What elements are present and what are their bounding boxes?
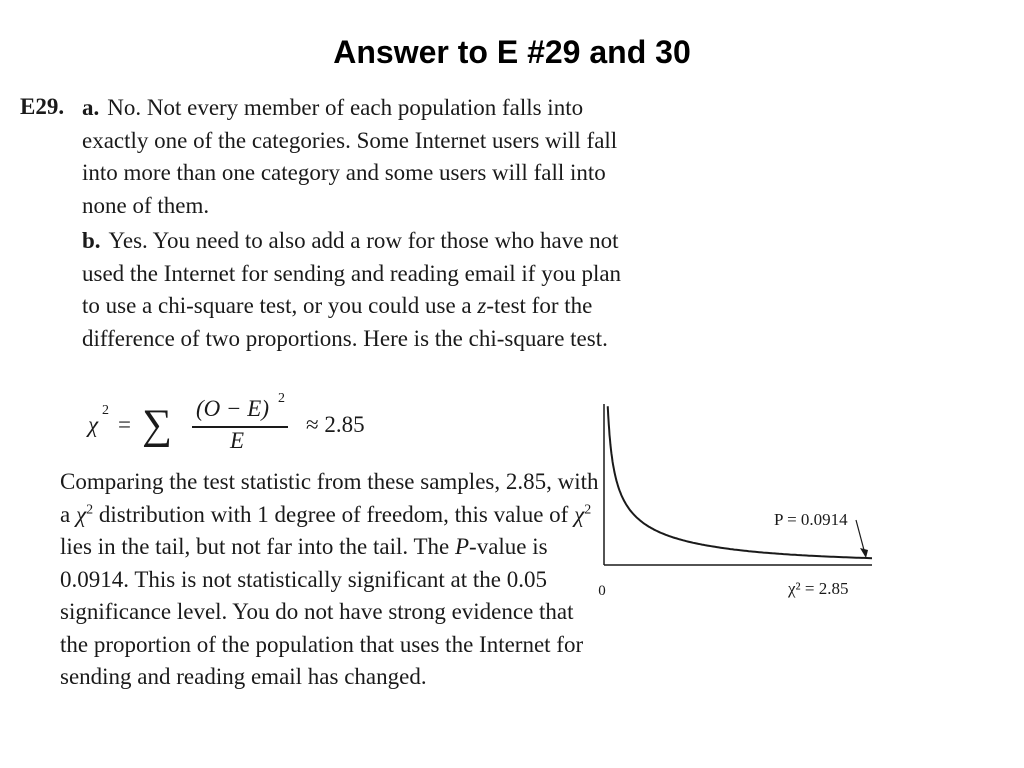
chi-symbol-inline-b: χ [574, 501, 585, 527]
z-symbol: z [477, 293, 487, 318]
p-value-arrowhead [860, 548, 868, 558]
conclusion-text-4: -value is 0.0914. This is not statistically significant at the 0.05 significance level. You do not have strong evidence that the proportion of the population that uses the Internet for sending and reading email has changed. [60, 534, 584, 689]
p-value-label: P = 0.0914 [774, 510, 848, 529]
conclusion-paragraph [60, 466, 600, 694]
density-curve [608, 406, 872, 558]
chi-exponent-inline-a: 2 [86, 501, 94, 517]
conclusion-text-1: Comparing the test statistic from these samples, 2.85, with a [60, 469, 599, 527]
p-symbol: P [454, 534, 470, 559]
statistic-label: χ² = 2.85 [788, 579, 849, 598]
part-b-text-1: Yes. You need to also add a row for those who have not used the Internet for sending and reading email if you plan to use a chi-square test, or you could use a [82, 228, 622, 318]
part-a-paragraph [82, 92, 642, 222]
p-value-pointer [856, 520, 864, 550]
part-b-text-2: -test for the difference of two proportions. Here is the chi-square test. [82, 293, 608, 351]
part-b-paragraph [82, 225, 642, 355]
numerator-exponent: 2 [278, 391, 285, 406]
formula-denominator: E [230, 428, 245, 453]
chi-symbol-inline-a: χ [75, 501, 87, 527]
sigma-symbol: ∑ [142, 402, 172, 448]
conclusion-text-3: lies in the tail, but not far into the tail. The [60, 534, 455, 559]
chi-square-formula [88, 391, 408, 458]
chi-symbol: χ [88, 412, 99, 437]
chi-exponent-inline-b: 2 [584, 501, 592, 517]
x-origin-label: 0 [598, 583, 606, 599]
equals-sign: = [118, 412, 131, 437]
formula-numerator: (O − E) [196, 396, 269, 421]
part-a-label: a. [82, 95, 100, 120]
part-b-label: b. [82, 228, 101, 253]
exercise-number: E29. [20, 94, 65, 119]
formula-result: ≈ 2.85 [306, 412, 365, 437]
page-title: Answer to E #29 and 30 [333, 34, 691, 70]
part-a-text: No. Not every member of each population falls into exactly one of the categories. Some Internet users will fall into more than one category and some users will fall into none of them. [82, 95, 618, 218]
chi-square-distribution-chart [590, 400, 890, 610]
chi-exponent: 2 [102, 403, 109, 418]
conclusion-text-2: distribution with 1 degree of freedom, this value of [93, 501, 575, 527]
